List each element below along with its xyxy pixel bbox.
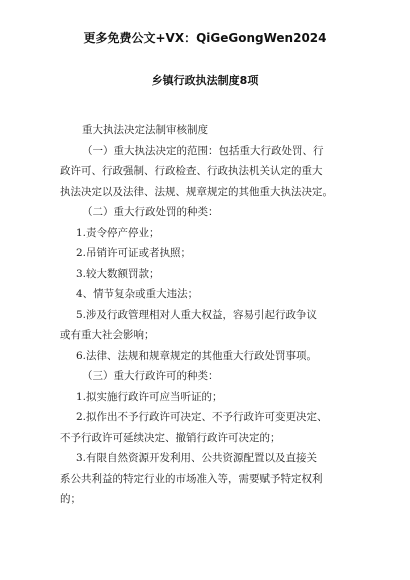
body-line: 6.法律、法规和规章规定的其他重大行政处罚事项。	[76, 349, 318, 362]
body-line: 3.较大数额罚款；	[76, 267, 160, 280]
document-body	[60, 120, 378, 510]
body-line: （三）重大行政许可的种类：	[82, 370, 219, 382]
body-line: 的；	[60, 493, 81, 505]
body-line: 5.涉及行政管理相对人重大权益，容易引起行政争议	[76, 308, 318, 321]
body-line: 或有重大社会影响；	[60, 329, 155, 341]
body-line: 执法决定以及法律、法规、规章规定的其他重大执法决定。	[60, 185, 333, 198]
document-title: 乡镇行政执法制度8项	[151, 74, 259, 87]
body-line: （二）重大行政处罚的种类：	[82, 206, 219, 218]
body-line: （一）重大执法决定的范围：包括重大行政处罚、行	[82, 144, 324, 157]
body-line: 2.吊销许可证或者执照；	[76, 247, 192, 259]
body-line: 4、情节复杂或重大违法；	[76, 288, 199, 300]
watermark-header: 更多免费公文+VX：QiGeGongWen2024	[83, 31, 327, 45]
body-line: 3.有限自然资源开发利用、公共资源配置以及直接关	[76, 452, 318, 464]
body-line: 2.拟作出不予行政许可决定、不予行政许可变更决定、	[76, 411, 328, 423]
body-line: 1.责令停产停业；	[76, 226, 160, 239]
body-line: 重大执法决定法制审核制度	[82, 124, 208, 136]
body-line: 政许可、行政强制、行政检查、行政执法机关认定的重大	[60, 165, 323, 177]
body-line: 1.拟实施行政许可应当听证的；	[76, 390, 223, 403]
body-line: 不予行政许可延续决定、撤销行政许可决定的；	[60, 431, 281, 444]
body-line: 系公共利益的特定行业的市场准入等，需要赋予特定权利	[60, 472, 323, 485]
